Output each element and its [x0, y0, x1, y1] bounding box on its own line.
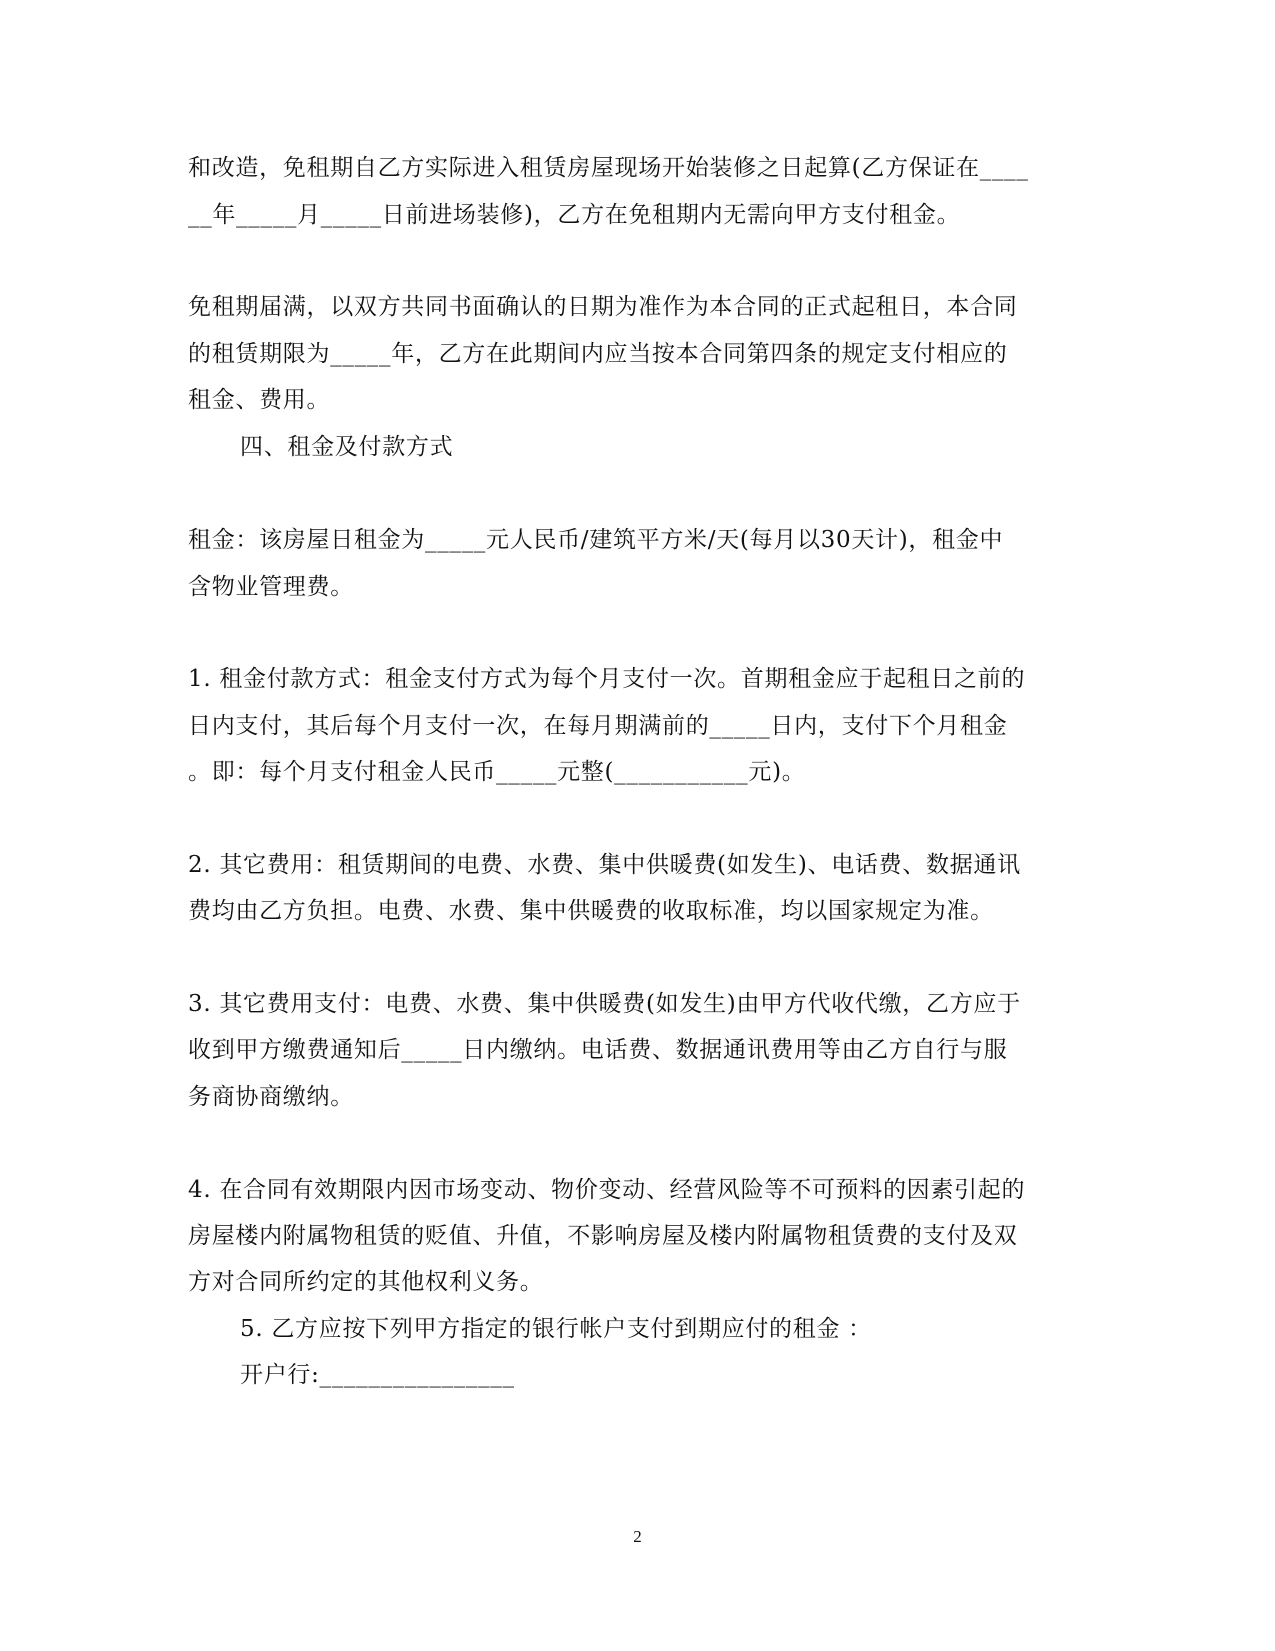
body-text-line: 和改造，免租期自乙方实际进入租赁房屋现场开始装修之日起算(乙方保证在____ [188, 155, 1029, 181]
body-text-line: 含物业管理费。 [188, 574, 354, 600]
body-text-line: __年_____月_____日前进场装修)，乙方在免租期内无需向甲方支付租金。 [188, 202, 961, 228]
clause-line: 4. 在合同有效期限内因市场变动、物价变动、经营风险等不可预料的因素引起的 [188, 1177, 1026, 1203]
clause-line: 方对合同所约定的其他权利义务。 [188, 1269, 544, 1295]
clause-line: 务商协商缴纳。 [188, 1084, 354, 1110]
clause-line: 收到甲方缴费通知后_____日内缴纳。电话费、数据通讯费用等由乙方自行与服 [188, 1037, 1008, 1063]
clause-line: 3. 其它费用支付：电费、水费、集中供暖费(如发生)由甲方代收代缴，乙方应于 [188, 991, 1021, 1017]
page-number: 2 [633, 1527, 642, 1546]
bank-field-line: 开户行:________________ [240, 1362, 515, 1388]
section-heading: 四、租金及付款方式 [240, 434, 454, 460]
body-text-line: 租金：该房屋日租金为_____元人民币/建筑平方米/天(每月以30天计)，租金中 [188, 527, 1004, 553]
clause-line: 费均由乙方负担。电费、水费、集中供暖费的收取标准，均以国家规定为准。 [188, 898, 994, 924]
clause-line: 日内支付，其后每个月支付一次，在每月期满前的_____日内，支付下个月租金 [188, 713, 1008, 739]
clause-line: 2. 其它费用：租赁期间的电费、水费、集中供暖费(如发生)、电话费、数据通讯 [188, 852, 1021, 878]
body-text-line: 免租期届满，以双方共同书面确认的日期为准作为本合同的正式起租日，本合同 [188, 294, 1018, 320]
body-text-line: 的租赁期限为_____年，乙方在此期间内应当按本合同第四条的规定支付相应的 [188, 341, 1008, 367]
clause-line: 1. 租金付款方式：租金支付方式为每个月支付一次。首期租金应于起租日之前的 [188, 666, 1026, 692]
clause-line: 5. 乙方应按下列甲方指定的银行帐户支付到期应付的租金 ： [240, 1316, 872, 1342]
clause-line: 房屋楼内附属物租赁的贬值、升值，不影响房屋及楼内附属物租赁费的支付及双 [188, 1223, 1018, 1249]
body-text-line: 租金、费用。 [188, 387, 331, 413]
clause-line: 。即：每个月支付租金人民币_____元整(___________元)。 [188, 759, 806, 785]
